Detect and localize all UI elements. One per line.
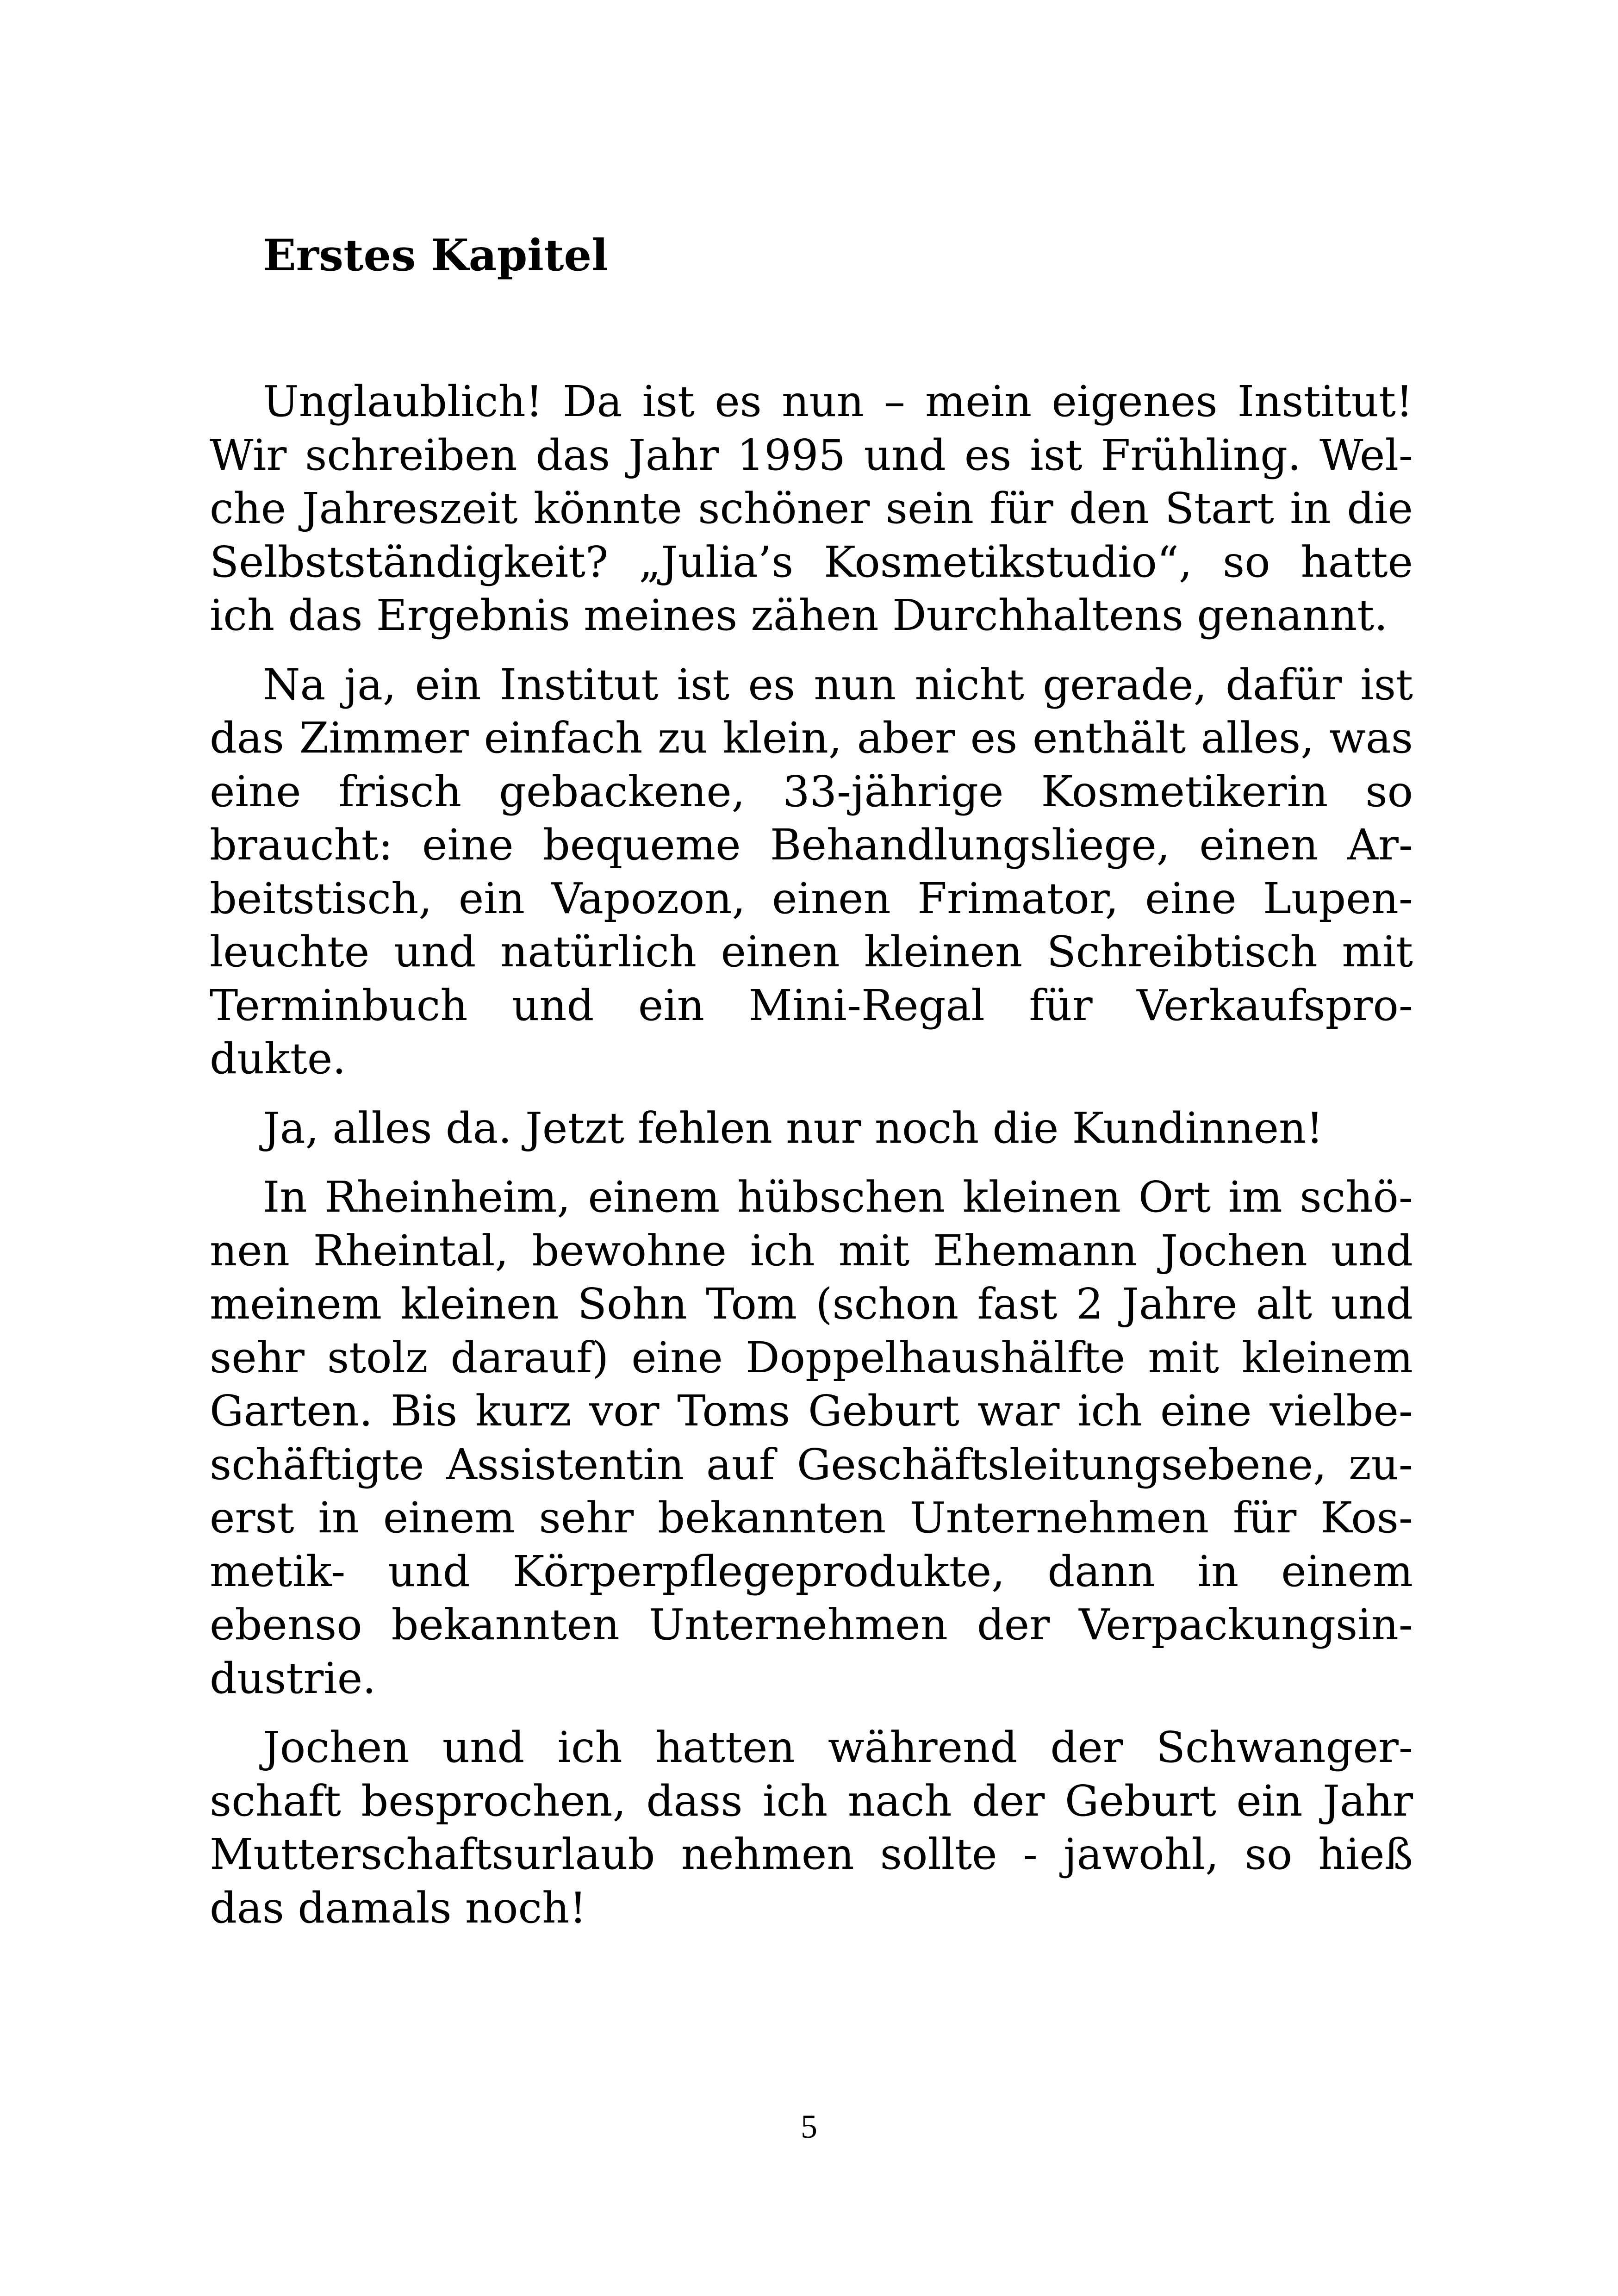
- text-line: beitstisch, ein Vapozon, einen Frimator, eine Lupen-: [210, 873, 1413, 923]
- text-line: Unglaublich! Da ist es nun – mein eigenes Institut!: [263, 377, 1413, 426]
- text-line: metik- und Körperpflegeprodukte, dann in einem: [210, 1546, 1413, 1596]
- paragraph: [210, 1170, 1413, 1705]
- text-line: das Zimmer einfach zu klein, aber es enthält alles, was: [210, 713, 1413, 763]
- text-line: schaft besprochen, dass ich nach der Geburt ein Jahr: [210, 1776, 1413, 1826]
- text-line: Terminbuch und ein Mini-Regal für Verkaufspro-: [210, 980, 1413, 1030]
- text-line: Selbstständigkeit? „Julia’s Kosmetikstudio“, so hatte: [210, 537, 1413, 587]
- text-line: leuchte und natürlich einen kleinen Schreibtisch mit: [210, 927, 1413, 977]
- text-line: meinem kleinen Sohn Tom (schon fast 2 Jahre alt und: [210, 1279, 1413, 1329]
- paragraph: [210, 1721, 1413, 1935]
- text-line: Garten. Bis kurz vor Toms Geburt war ich eine vielbe-: [210, 1386, 1413, 1436]
- text-line: schäftigte Assistentin auf Geschäftsleitungsebene, zu-: [210, 1439, 1413, 1489]
- chapter-title: Erstes Kapitel: [263, 230, 608, 281]
- text-line: ebenso bekannten Unternehmen der Verpackungsin-: [210, 1600, 1413, 1649]
- text-line: braucht: eine bequeme Behandlungsliege, einen Ar-: [210, 820, 1413, 870]
- text-line: ich das Ergebnis meines zähen Durchhaltens genannt.: [210, 591, 1388, 640]
- text-line: Wir schreiben das Jahr 1995 und es ist Frühling. Wel-: [210, 430, 1413, 480]
- text-line: nen Rheintal, bewohne ich mit Ehemann Jochen und: [210, 1226, 1413, 1276]
- body-text: [210, 375, 1413, 1950]
- text-line: che Jahreszeit könnte schöner sein für den Start in die: [210, 484, 1413, 533]
- text-line: dustrie.: [210, 1653, 376, 1703]
- page-number: 5: [801, 2108, 817, 2145]
- text-line: eine frisch gebackene, 33-jährige Kosmetikerin so: [210, 766, 1413, 816]
- text-line: sehr stolz darauf) eine Doppelhaushälfte mit kleinem: [210, 1332, 1413, 1382]
- text-line: Jochen und ich hatten während der Schwanger-: [263, 1723, 1413, 1772]
- text-line: Ja, alles da. Jetzt fehlen nur noch die Kundinnen!: [263, 1103, 1324, 1153]
- text-line: In Rheinheim, einem hübschen kleinen Ort im schö-: [263, 1172, 1413, 1222]
- paragraph: [210, 375, 1413, 642]
- text-line: dukte.: [210, 1034, 346, 1083]
- text-line: Mutterschaftsurlaub nehmen sollte - jawohl, so hieß: [210, 1829, 1413, 1879]
- paragraph: [210, 658, 1413, 1086]
- text-line: Na ja, ein Institut ist es nun nicht gerade, dafür ist: [263, 660, 1413, 709]
- paragraph: [210, 1101, 1413, 1155]
- text-line: erst in einem sehr bekannten Unternehmen für Kos-: [210, 1493, 1413, 1543]
- text-line: das damals noch!: [210, 1883, 587, 1933]
